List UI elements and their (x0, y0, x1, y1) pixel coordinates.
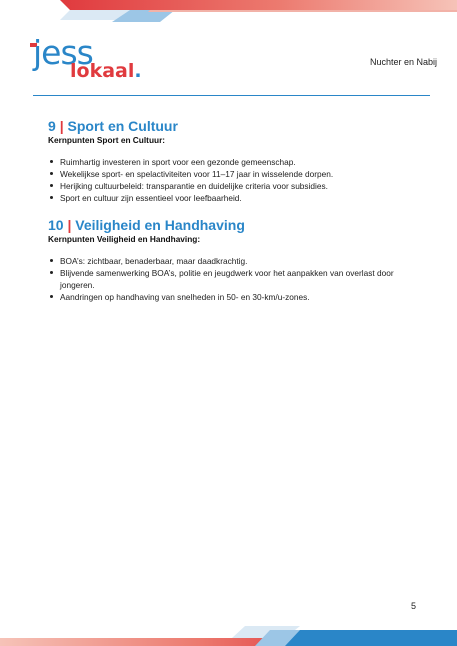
header-tagline: Nuchter en Nabij (369, 57, 437, 67)
header-divider (33, 95, 430, 96)
bottom-decorative-band (0, 616, 457, 646)
logo-text-bottom (70, 60, 142, 82)
logo-text-top: jess (33, 33, 93, 72)
section-veiligheid-en-handhaving (48, 216, 408, 303)
section-title (48, 117, 408, 135)
bullet-list (48, 156, 408, 204)
section-number: 9 (48, 118, 56, 134)
list-item: Herijking cultuurbeleid: transparantie en duidelijke criteria voor subsidies. (48, 180, 408, 192)
list-item: BOA’s: zichtbaar, benaderbaar, maar daadkrachtig. (48, 255, 408, 267)
section-sport-en-cultuur (48, 117, 408, 204)
section-title-text: Sport en Cultuur (67, 118, 178, 134)
bullet-list (48, 255, 408, 303)
page-content (48, 117, 408, 315)
title-divider: | (59, 118, 64, 134)
page-number: 5 (411, 601, 417, 611)
list-item: Ruimhartig investeren in sport voor een gezonde gemeenschap. (48, 156, 408, 168)
logo-dot: . (134, 60, 142, 82)
section-subheading: Kernpunten Sport en Cultuur: (48, 135, 166, 145)
jess-lokaal-logo (30, 33, 150, 87)
list-item: Aandringen op handhaving van snelheden in 50- en 30-km/u-zones. (48, 291, 408, 303)
section-subheading: Kernpunten Veiligheid en Handhaving: (48, 234, 201, 244)
list-item: Blijvende samenwerking BOA’s, politie en jeugdwerk voor het aanpakken van overlast door jongeren. (48, 267, 408, 291)
section-title (48, 216, 408, 234)
logo-word-lokaal: lokaal (70, 60, 135, 82)
section-title-text: Veiligheid en Handhaving (75, 217, 245, 233)
section-number: 10 (48, 217, 64, 233)
title-divider: | (67, 217, 72, 233)
page-header (0, 0, 457, 100)
list-item: Sport en cultuur zijn essentieel voor leefbaarheid. (48, 192, 408, 204)
list-item: Wekelijkse sport- en spelactiviteiten voor 11–17 jaar in wisselende dorpen. (48, 168, 408, 180)
